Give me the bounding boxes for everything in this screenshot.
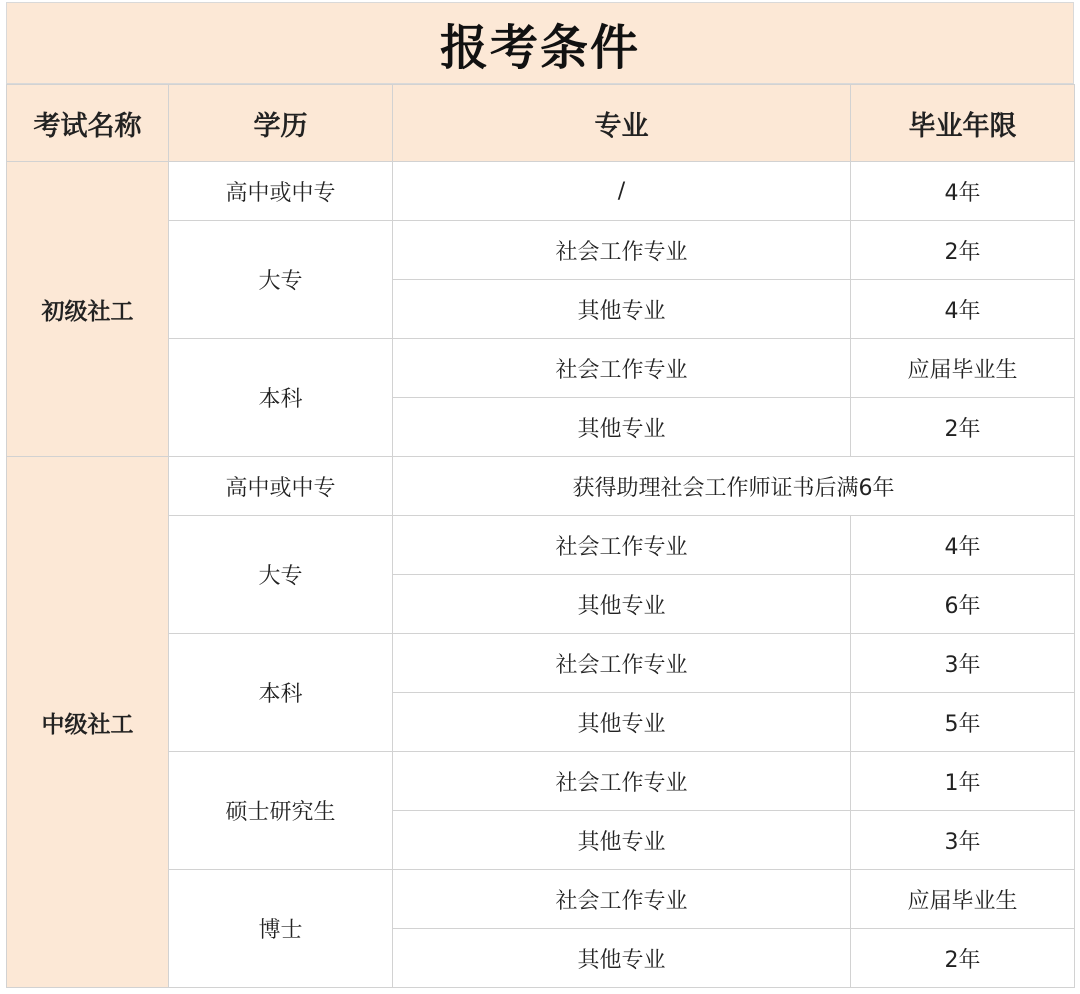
education-cell: 大专 [169,516,393,634]
major-cell: 其他专业 [393,693,851,752]
years-cell: 4年 [851,516,1075,575]
major-cell: 社会工作专业 [393,634,851,693]
major-cell: 社会工作专业 [393,752,851,811]
header-row [7,85,1075,162]
header-major: 专业 [393,85,851,162]
header-exam: 考试名称 [7,85,169,162]
education-cell: 博士 [169,870,393,988]
table-row [7,457,1075,516]
requirements-table [6,84,1075,988]
years-cell: 应届毕业生 [851,339,1075,398]
header-education: 学历 [169,85,393,162]
title-bar [6,2,1074,84]
page-title: 报考条件 [439,19,640,76]
education-cell: 本科 [169,339,393,457]
major-cell: 其他专业 [393,811,851,870]
major-cell: 社会工作专业 [393,339,851,398]
education-cell: 硕士研究生 [169,752,393,870]
years-cell: 3年 [851,811,1075,870]
years-cell: 2年 [851,398,1075,457]
header-years: 毕业年限 [851,85,1075,162]
major-cell: 其他专业 [393,398,851,457]
years-cell: 2年 [851,929,1075,988]
education-cell: 大专 [169,221,393,339]
merged-requirement-cell: 获得助理社会工作师证书后满6年 [393,457,1075,516]
major-cell: 其他专业 [393,575,851,634]
exam-name-cell: 中级社工 [7,457,169,988]
education-cell: 高中或中专 [169,162,393,221]
education-cell: 高中或中专 [169,457,393,516]
years-cell: 应届毕业生 [851,870,1075,929]
years-cell: 3年 [851,634,1075,693]
years-cell: 4年 [851,162,1075,221]
years-cell: 6年 [851,575,1075,634]
table-row [7,162,1075,221]
major-cell: 社会工作专业 [393,221,851,280]
major-cell: 其他专业 [393,929,851,988]
exam-name-cell: 初级社工 [7,162,169,457]
education-cell: 本科 [169,634,393,752]
major-cell: 其他专业 [393,280,851,339]
major-cell: 社会工作专业 [393,516,851,575]
years-cell: 5年 [851,693,1075,752]
years-cell: 4年 [851,280,1075,339]
major-cell: 社会工作专业 [393,870,851,929]
years-cell: 1年 [851,752,1075,811]
major-cell: / [393,162,851,221]
years-cell: 2年 [851,221,1075,280]
